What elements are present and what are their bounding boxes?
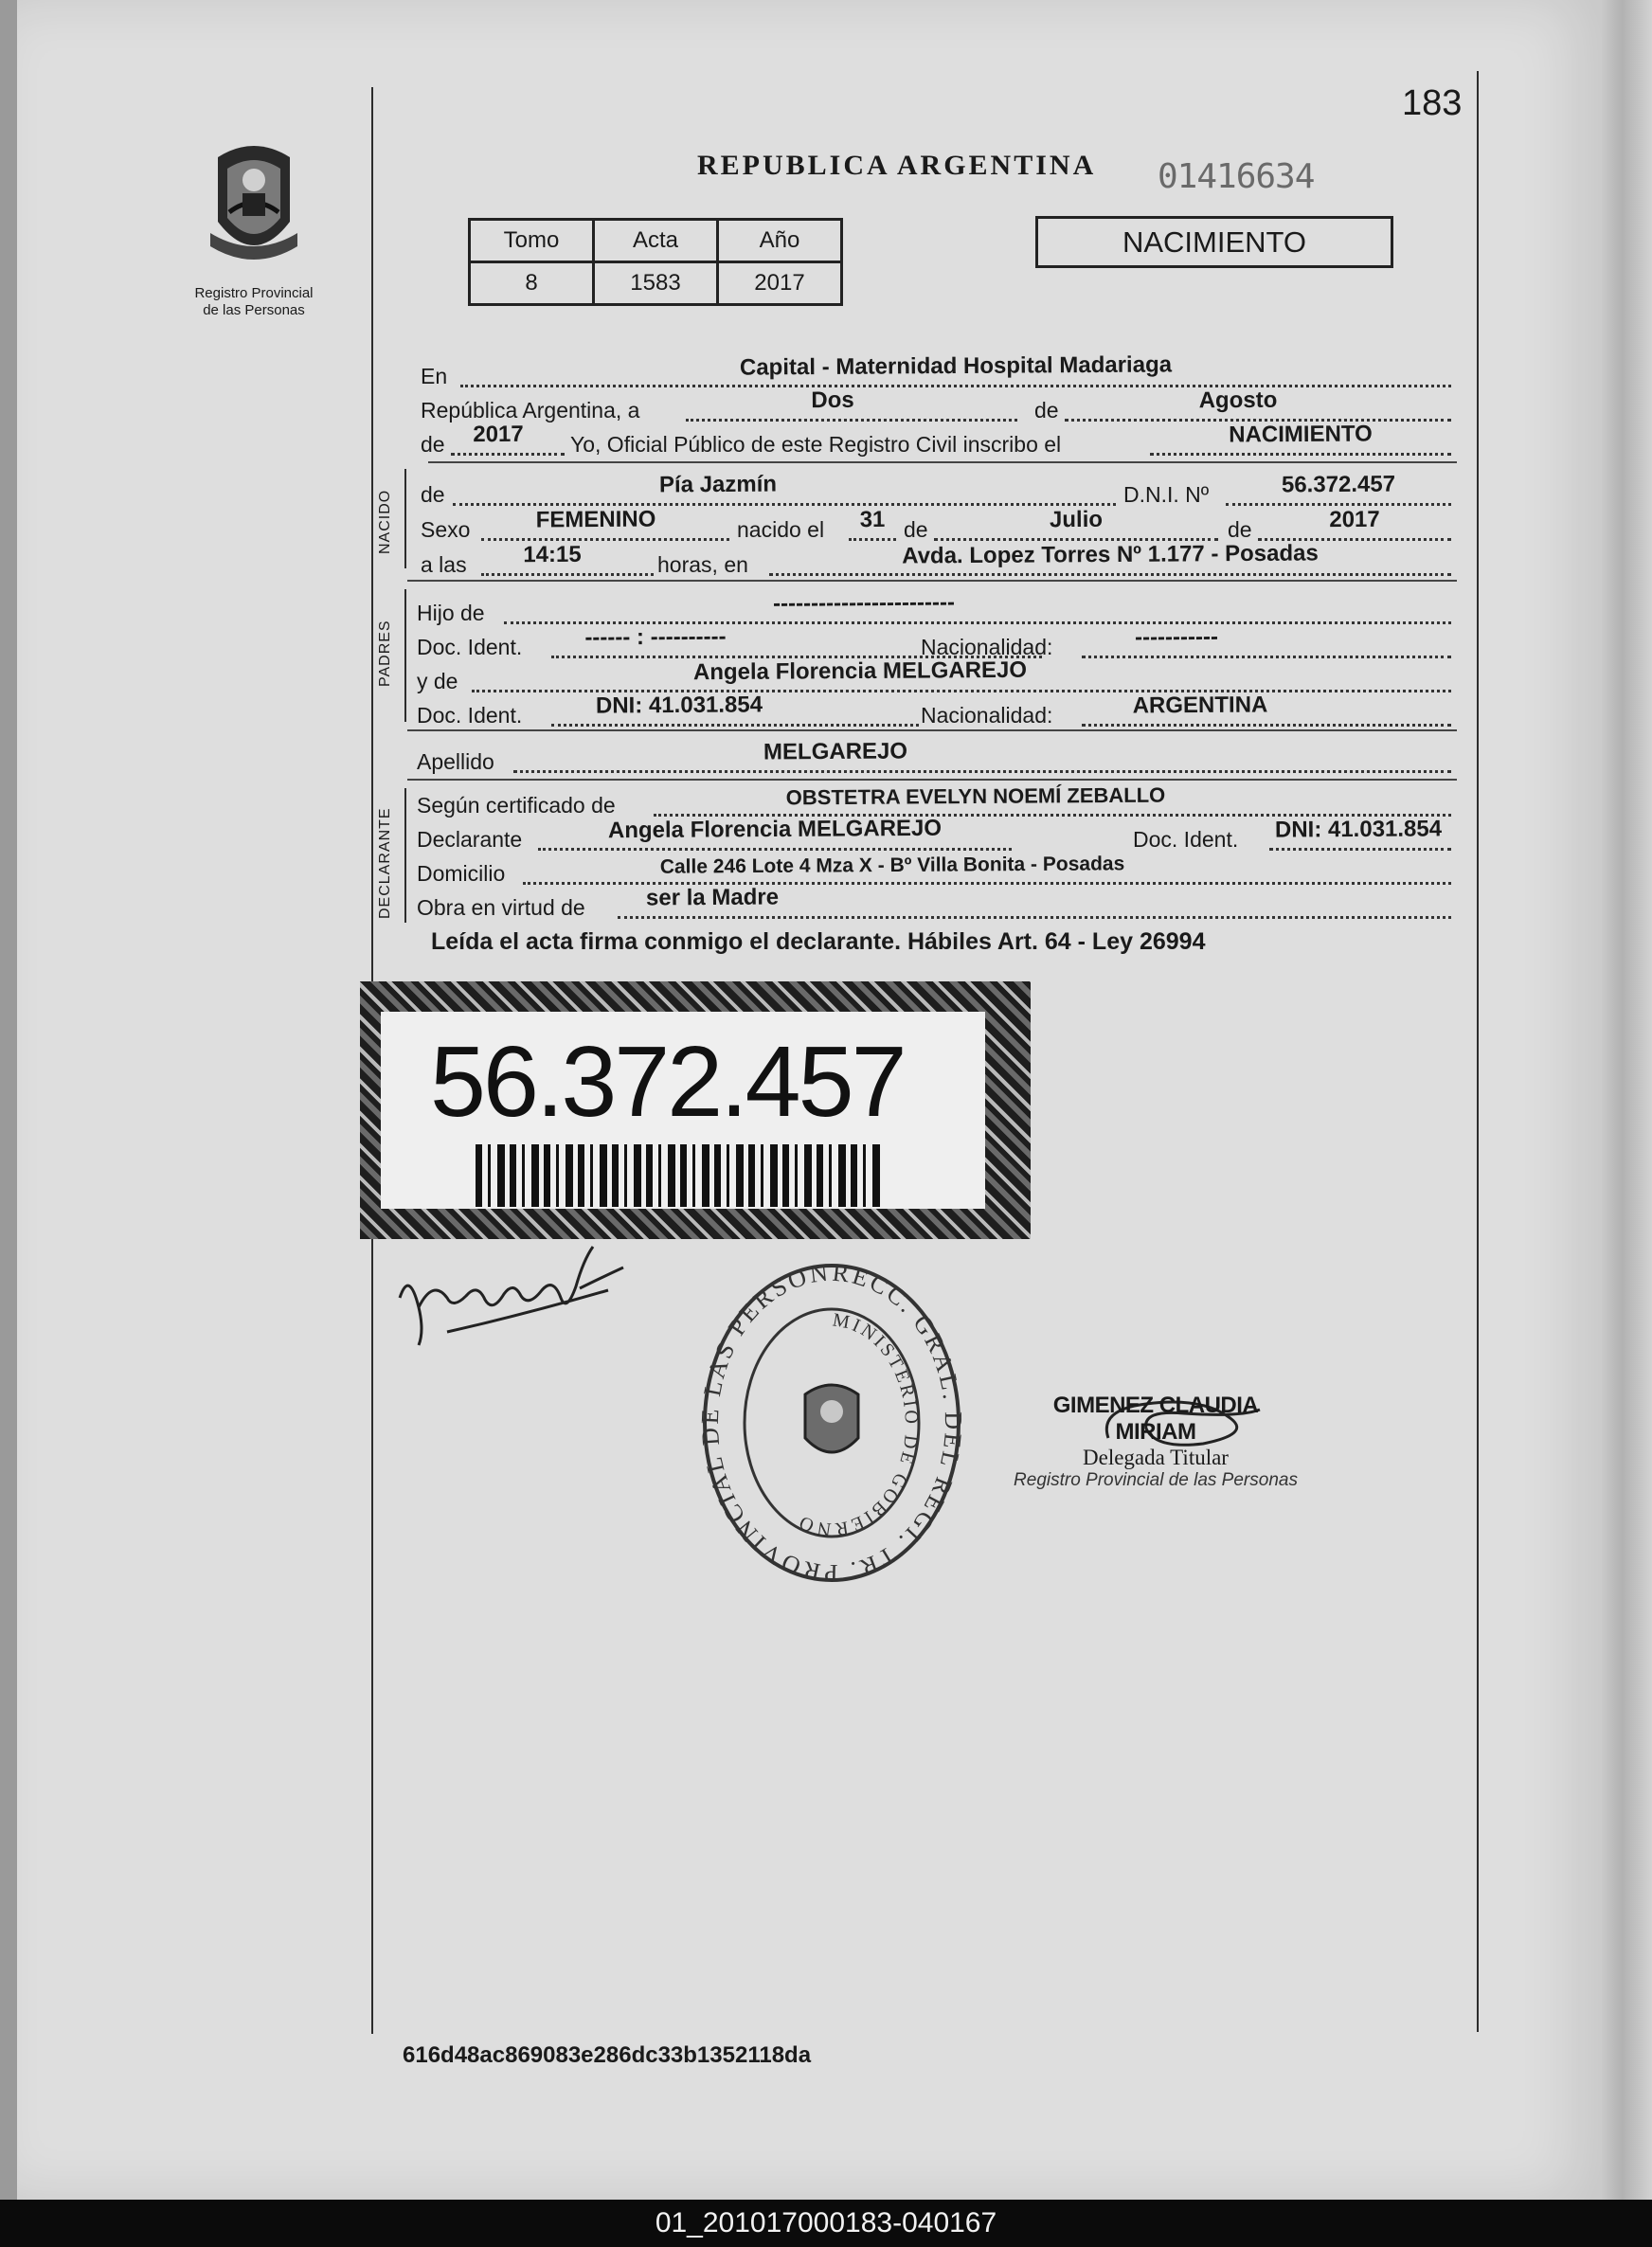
- official-organization: Registro Provincial de las Personas: [1014, 1470, 1298, 1490]
- value-padre-doc: ------ : ----------: [584, 623, 727, 651]
- barcode-card: [381, 1012, 985, 1209]
- acta-header: Acta: [594, 220, 718, 262]
- row-sexo-fecha: Sexo FEMENINO nacido el 31 de Julio de 2017: [421, 509, 1453, 547]
- value-nombre: Pía Jazmín: [658, 471, 778, 498]
- value-mes-nacimiento: Julio: [1049, 506, 1104, 533]
- page-edge: [1602, 0, 1652, 2200]
- record-type-box: NACIMIENTO: [1035, 216, 1393, 268]
- tomo-value: 8: [470, 262, 594, 305]
- value-declarante: Angela Florencia MELGAREJO: [607, 815, 943, 844]
- barcode-dni-number: 56.372.457: [430, 1026, 905, 1138]
- value-lugar-nacimiento: Avda. Lopez Torres Nº 1.177 - Posadas: [902, 540, 1319, 569]
- section-label-padres: PADRES: [377, 620, 393, 687]
- value-mes-acta: Agosto: [1198, 386, 1278, 414]
- misiones-shield-icon: [159, 138, 349, 280]
- value-anio-nacimiento: 2017: [1329, 506, 1380, 533]
- value-sexo: FEMENINO: [535, 506, 656, 533]
- barcode-sticker: [360, 981, 1031, 1239]
- row-certificado: Según certificado de OBSTETRA EVELYN NOEMÍ ZEBALLO: [417, 784, 1453, 822]
- document-hash: 616d48ac869083e286dc33b1352118da: [403, 2042, 812, 2068]
- page-number: 183: [1402, 83, 1463, 123]
- row-anio-acta: de 2017 Yo, Oficial Público de este Registro Civil inscribo el NACIMIENTO: [421, 423, 1453, 461]
- registry-stamp-icon: [690, 1252, 974, 1593]
- official-signature-block: [1014, 1393, 1298, 1491]
- value-tipo-inscripcion: NACIMIENTO: [1229, 421, 1373, 448]
- serial-number: 01416634: [1158, 157, 1315, 196]
- right-margin-line: [1477, 71, 1479, 2032]
- row-declarante: Declarante Angela Florencia MELGAREJO Doc. Ident. DNI: 41.031.854: [417, 818, 1453, 856]
- row-apellido: Apellido MELGAREJO: [417, 741, 1453, 779]
- section-label-declarante: DECLARANTE: [377, 807, 393, 919]
- official-stamp: [690, 1252, 974, 1598]
- row-padre-doc: Doc. Ident. ------ : ---------- Nacionalidad: -----------: [417, 626, 1453, 664]
- row-padre: Hijo de ------------------------: [417, 592, 1453, 630]
- row-madre-doc: Doc. Ident. DNI: 41.031.854 Nacionalidad: ARGENTINA: [417, 694, 1453, 732]
- section-label-nacido: NACIDO: [377, 489, 393, 554]
- anio-value: 2017: [718, 262, 842, 305]
- province-emblem: [159, 138, 349, 319]
- value-hora: 14:15: [523, 541, 582, 568]
- value-lugar: Capital - Maternidad Hospital Madariaga: [739, 351, 1173, 381]
- acta-value: 1583: [594, 262, 718, 305]
- emblem-caption: Registro Provincial de las Personas: [194, 285, 314, 318]
- value-madre: Angela Florencia MELGAREJO: [692, 656, 1028, 686]
- value-padre-nacionalidad: -----------: [1134, 623, 1219, 651]
- value-dni: 56.372.457: [1281, 471, 1396, 498]
- stamp-inner-text: MINISTERIO DE GOBIERNO: [793, 1309, 923, 1540]
- value-anio-acta: 2017: [473, 421, 524, 448]
- value-madre-nacionalidad: ARGENTINA: [1132, 692, 1268, 719]
- value-obra-en-virtud: ser la Madre: [645, 884, 780, 911]
- declarant-signature: [390, 1241, 637, 1359]
- official-name: GIMENEZ CLAUDIA MIRIAM: [1052, 1393, 1259, 1445]
- value-madre-doc: DNI: 41.031.854: [595, 692, 763, 719]
- file-name-bar: 01_201017000183-040167: [0, 2200, 1652, 2247]
- closing-statement: Leída el acta firma conmigo el declarante. Hábiles Art. 64 - Ley 26994: [431, 928, 1206, 955]
- record-number-table: [468, 218, 843, 306]
- row-domicilio: Domicilio Calle 246 Lote 4 Mza X - Bº Villa Bonita - Posadas: [417, 853, 1453, 890]
- stamp-outer-text: RECC. GRAL. DEL REGI. TR. PROVINCIAL DE LAS PERSON: [695, 1258, 967, 1588]
- row-madre: y de Angela Florencia MELGAREJO: [417, 660, 1453, 698]
- row-fecha-acta: República Argentina, a Dos de Agosto: [421, 389, 1453, 427]
- value-padre: ------------------------: [772, 589, 955, 617]
- official-role: Delegada Titular: [1083, 1446, 1229, 1469]
- label-en: En: [421, 364, 448, 388]
- row-nombre: de Pía Jazmín D.N.I. Nº 56.372.457: [421, 474, 1453, 512]
- value-dia-acta: Dos: [811, 386, 854, 414]
- row-obra-en-virtud: Obra en virtud de ser la Madre: [417, 887, 1453, 925]
- value-dia-nacimiento: 31: [859, 506, 886, 533]
- value-domicilio: Calle 246 Lote 4 Mza X - Bº Villa Bonita - Posadas: [659, 853, 1125, 878]
- value-certificado: OBSTETRA EVELYN NOEMÍ ZEBALLO: [785, 782, 1166, 810]
- anio-header: Año: [718, 220, 842, 262]
- barcode-icon: [476, 1144, 881, 1207]
- tomo-header: Tomo: [470, 220, 594, 262]
- row-hora-lugar: a las 14:15 horas, en Avda. Lopez Torres Nº 1.177 - Posadas: [421, 544, 1453, 582]
- document-title: REPUBLICA ARGENTINA: [697, 150, 1097, 181]
- value-apellido: MELGAREJO: [763, 738, 908, 765]
- handwritten-signature-icon: [390, 1241, 637, 1355]
- value-declarante-doc: DNI: 41.031.854: [1274, 816, 1443, 843]
